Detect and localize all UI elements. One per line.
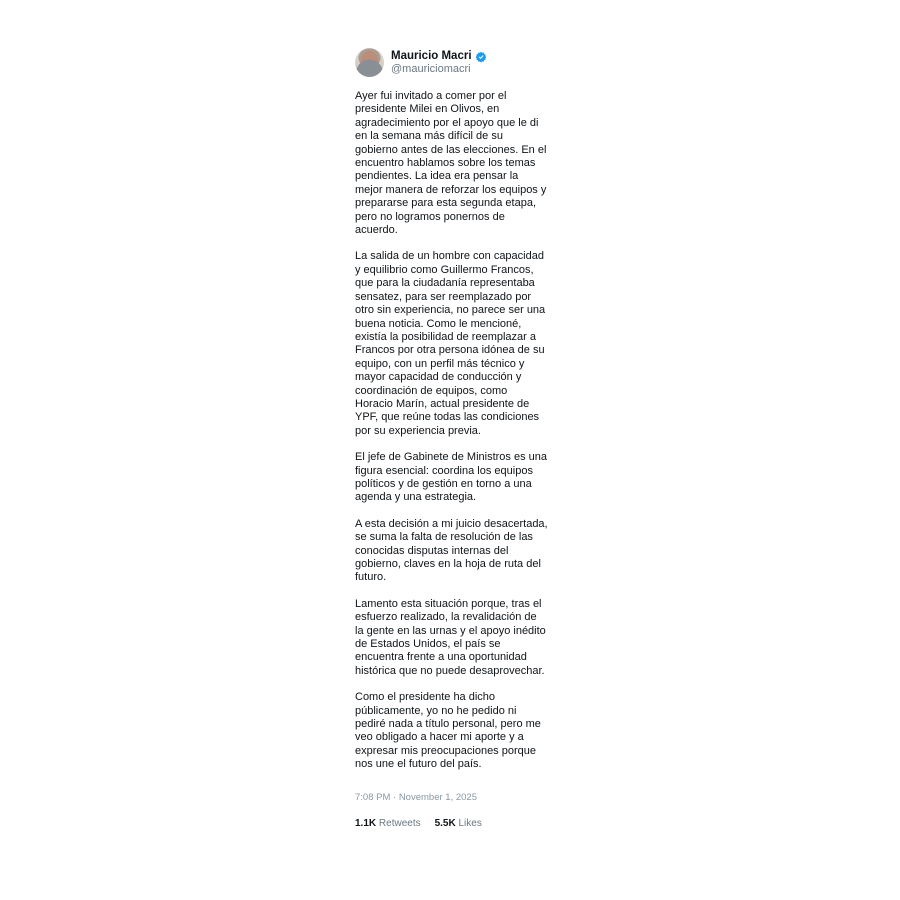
tweet-timestamp[interactable]: 7:08 PM · November 1, 2025 bbox=[355, 791, 477, 803]
tweet-card bbox=[355, 48, 548, 829]
tweet-paragraph: Ayer fui invitado a comer por el presidente Milei en Olivos, en agradecimiento por el apoyo que le di en la semana más difícil de su gobierno antes de las elecciones. En el encuentro hablamos sobre los temas pendientes. La idea era pensar la mejor manera de reforzar los equipos y prepararse para esta segunda etapa, pero no logramos ponernos de acuerdo. bbox=[355, 90, 547, 237]
retweets-label: Retweets bbox=[378, 817, 421, 829]
author-handle[interactable]: @mauriciomacri bbox=[391, 63, 471, 75]
tweet-paragraph: Como el presidente ha dicho públicamente, yo no he pedido ni pediré nada a título personal, pero me veo obligado a hacer mi aporte y a expresar mis preocupaciones porque nos une el futuro del país. bbox=[355, 691, 541, 771]
retweets-count: 1.1K bbox=[355, 817, 377, 829]
verified-badge-icon bbox=[475, 51, 487, 63]
likes-stat[interactable] bbox=[435, 818, 482, 829]
tweet-paragraph: La salida de un hombre con capacidad y equilibrio como Guillermo Francos, que para la ciudadanía representaba sensatez, para ser reemplazado por otro sin experiencia, no parece ser una buena noticia. Como le mencioné, existía la posibilidad de reemplazar a Francos por otra persona idónea de su equipo, con un perfil más técnico y mayor capacidad de conducción y coordinación de equipos, como Horacio Marín, actual presidente de YPF, que reúne todas las condiciones por su experiencia previa. bbox=[355, 250, 546, 437]
likes-count: 5.5K bbox=[434, 817, 456, 829]
likes-label: Likes bbox=[458, 817, 482, 829]
tweet-text bbox=[355, 90, 548, 772]
author-name[interactable]: Mauricio Macri bbox=[391, 50, 472, 62]
tweet-header bbox=[355, 48, 548, 77]
tweet-stats bbox=[355, 818, 548, 829]
retweets-stat[interactable] bbox=[355, 818, 421, 829]
tweet-paragraph: Lamento esta situación porque, tras el esfuerzo realizado, la revalidación de la gente en las urnas y el apoyo inédito de Estados Unidos, el país se encuentra frente a una oportunidad histórica que no puede desaprovechar. bbox=[355, 597, 546, 677]
author-avatar[interactable] bbox=[355, 48, 384, 77]
tweet-paragraph: El jefe de Gabinete de Ministros es una figura esencial: coordina los equipos políticos y de gestión en torno a una agenda y una estrategia. bbox=[355, 451, 548, 504]
author-block bbox=[391, 48, 487, 76]
tweet-paragraph: A esta decisión a mi juicio desacertada, se suma la falta de resolución de las conocidas disputas internas del gobierno, claves en la hoja de ruta del futuro. bbox=[355, 517, 548, 584]
